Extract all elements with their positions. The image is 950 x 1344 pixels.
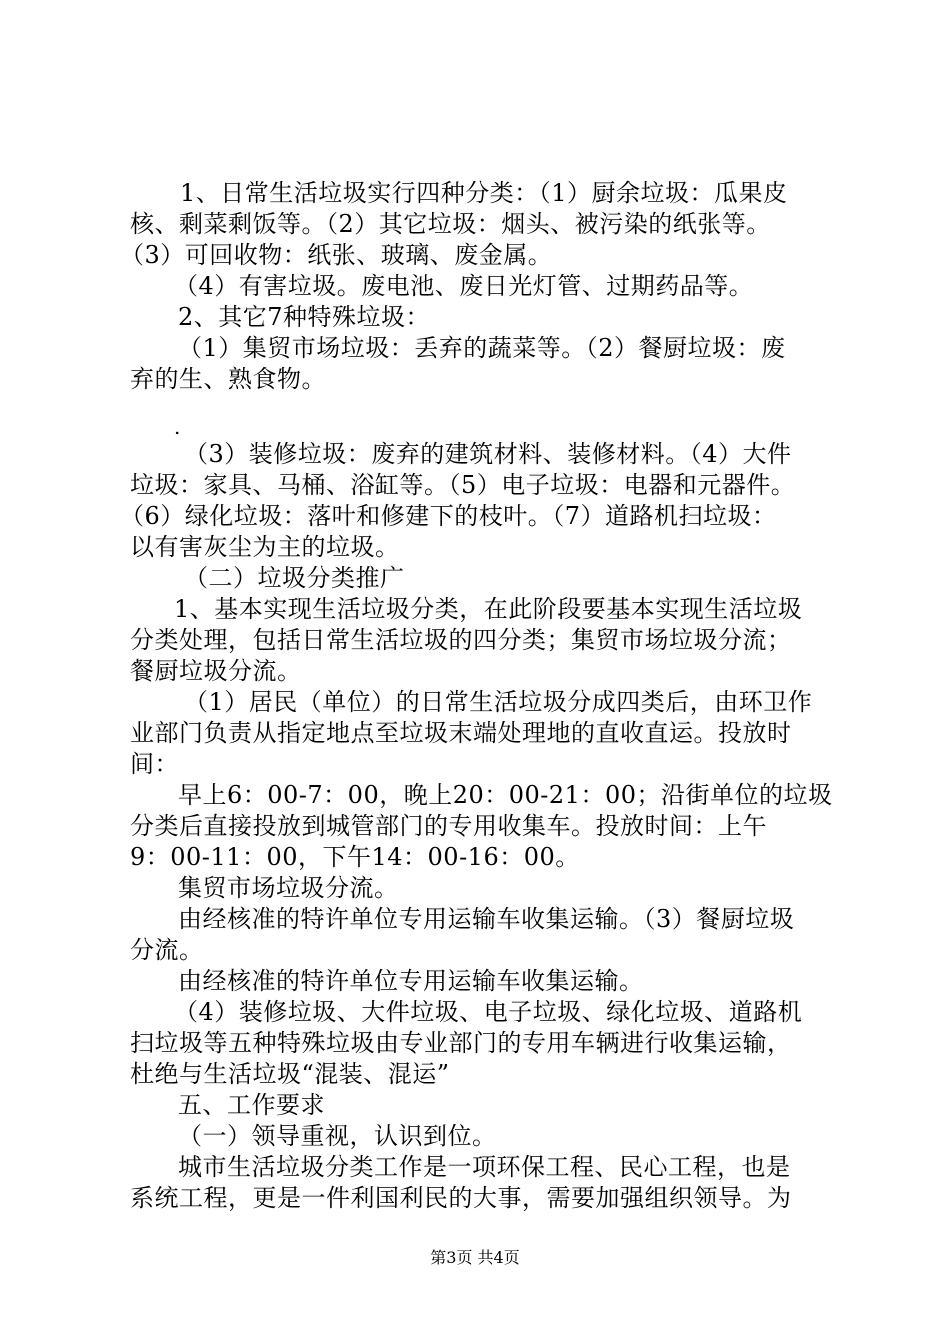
document-body — [120, 178, 834, 1214]
section-heading: 五、工作要求 — [178, 1091, 325, 1119]
paragraph-line: 1、日常生活垃圾实行四种分类：（1）厨余垃圾：瓜果皮 — [180, 179, 788, 207]
paragraph-line: 2、其它7种特殊垃圾： — [178, 303, 431, 331]
paragraph-line: 分类后直接投放到城管部门的专用收集车。投放时间：上午 — [130, 812, 767, 840]
paragraph-line: . — [174, 415, 181, 439]
paragraph-line: （1）居民（单位）的日常生活垃圾分成四类后，由环卫作 — [184, 688, 813, 716]
section-heading: （一）领导重视，认识到位。 — [178, 1122, 497, 1150]
paragraph-line: 餐厨垃圾分流。 — [130, 657, 302, 685]
page-number-footer: 第3页 共4页 — [430, 1248, 520, 1267]
paragraph-line: 分流。 — [130, 936, 204, 964]
paragraph-line: 1、基本实现生活垃圾分类，在此阶段要基本实现生活垃圾 — [174, 595, 803, 623]
paragraph-line: 弃的生、熟食物。 — [130, 365, 326, 393]
paragraph-line: 集贸市场垃圾分流。 — [178, 874, 399, 902]
paragraph-line: 系统工程，更是一件利国利民的大事，需要加强组织领导。为 — [130, 1184, 792, 1212]
paragraph-line: 扫垃圾等五种特殊垃圾由专业部门的专用车辆进行收集运输， — [130, 1029, 792, 1057]
paragraph-line: 以有害灰尘为主的垃圾。 — [130, 533, 400, 561]
paragraph-line: 杜绝与生活垃圾“混装、混运” — [130, 1060, 450, 1088]
paragraph-line: （4）有害垃圾。废电池、废日光灯管、过期药品等。 — [174, 272, 754, 300]
spacer — [130, 395, 834, 415]
section-heading: （二）垃圾分类推广 — [184, 564, 405, 592]
paragraph-line: （3）装修垃圾：废弃的建筑材料、装修材料。（4）大件 — [184, 440, 792, 468]
paragraph-line: 核、剩菜剩饭等。（2）其它垃圾：烟头、被污染的纸张等。 — [130, 210, 771, 238]
paragraph-line: 垃圾：家具、马桶、浴缸等。（5）电子垃圾：电器和元器件。 — [130, 471, 796, 499]
paragraph-line: 分类处理，包括日常生活垃圾的四分类；集贸市场垃圾分流； — [130, 626, 792, 654]
paragraph-line: 城市生活垃圾分类工作是一项环保工程、民心工程，也是 — [178, 1153, 791, 1181]
paragraph-line: 业部门负责从指定地点至垃圾末端处理地的直收直运。投放时 — [130, 719, 792, 747]
paragraph-line: 间： — [130, 750, 179, 778]
paragraph-line: 由经核准的特许单位专用运输车收集运输。（3）餐厨垃圾 — [178, 905, 795, 933]
paragraph-line: 由经核准的特许单位专用运输车收集运输。 — [178, 967, 644, 995]
paragraph-line: （1）集贸市场垃圾：丢弃的蔬菜等。（2）餐厨垃圾：废 — [178, 334, 786, 362]
paragraph-line: （6）绿化垃圾：落叶和修建下的枝叶。（7）道路机扫垃圾： — [120, 502, 777, 530]
paragraph-line: 早上6：00-7：00，晚上20：00-21：00；沿街单位的垃圾 — [178, 781, 833, 809]
paragraph-line: （4）装修垃圾、大件垃圾、电子垃圾、绿化垃圾、道路机 — [174, 998, 803, 1026]
paragraph-line: 9：00-11：00，下午14：00-16：00。 — [130, 843, 580, 871]
paragraph-line: （3）可回收物：纸张、玻璃、废金属。 — [120, 241, 553, 269]
